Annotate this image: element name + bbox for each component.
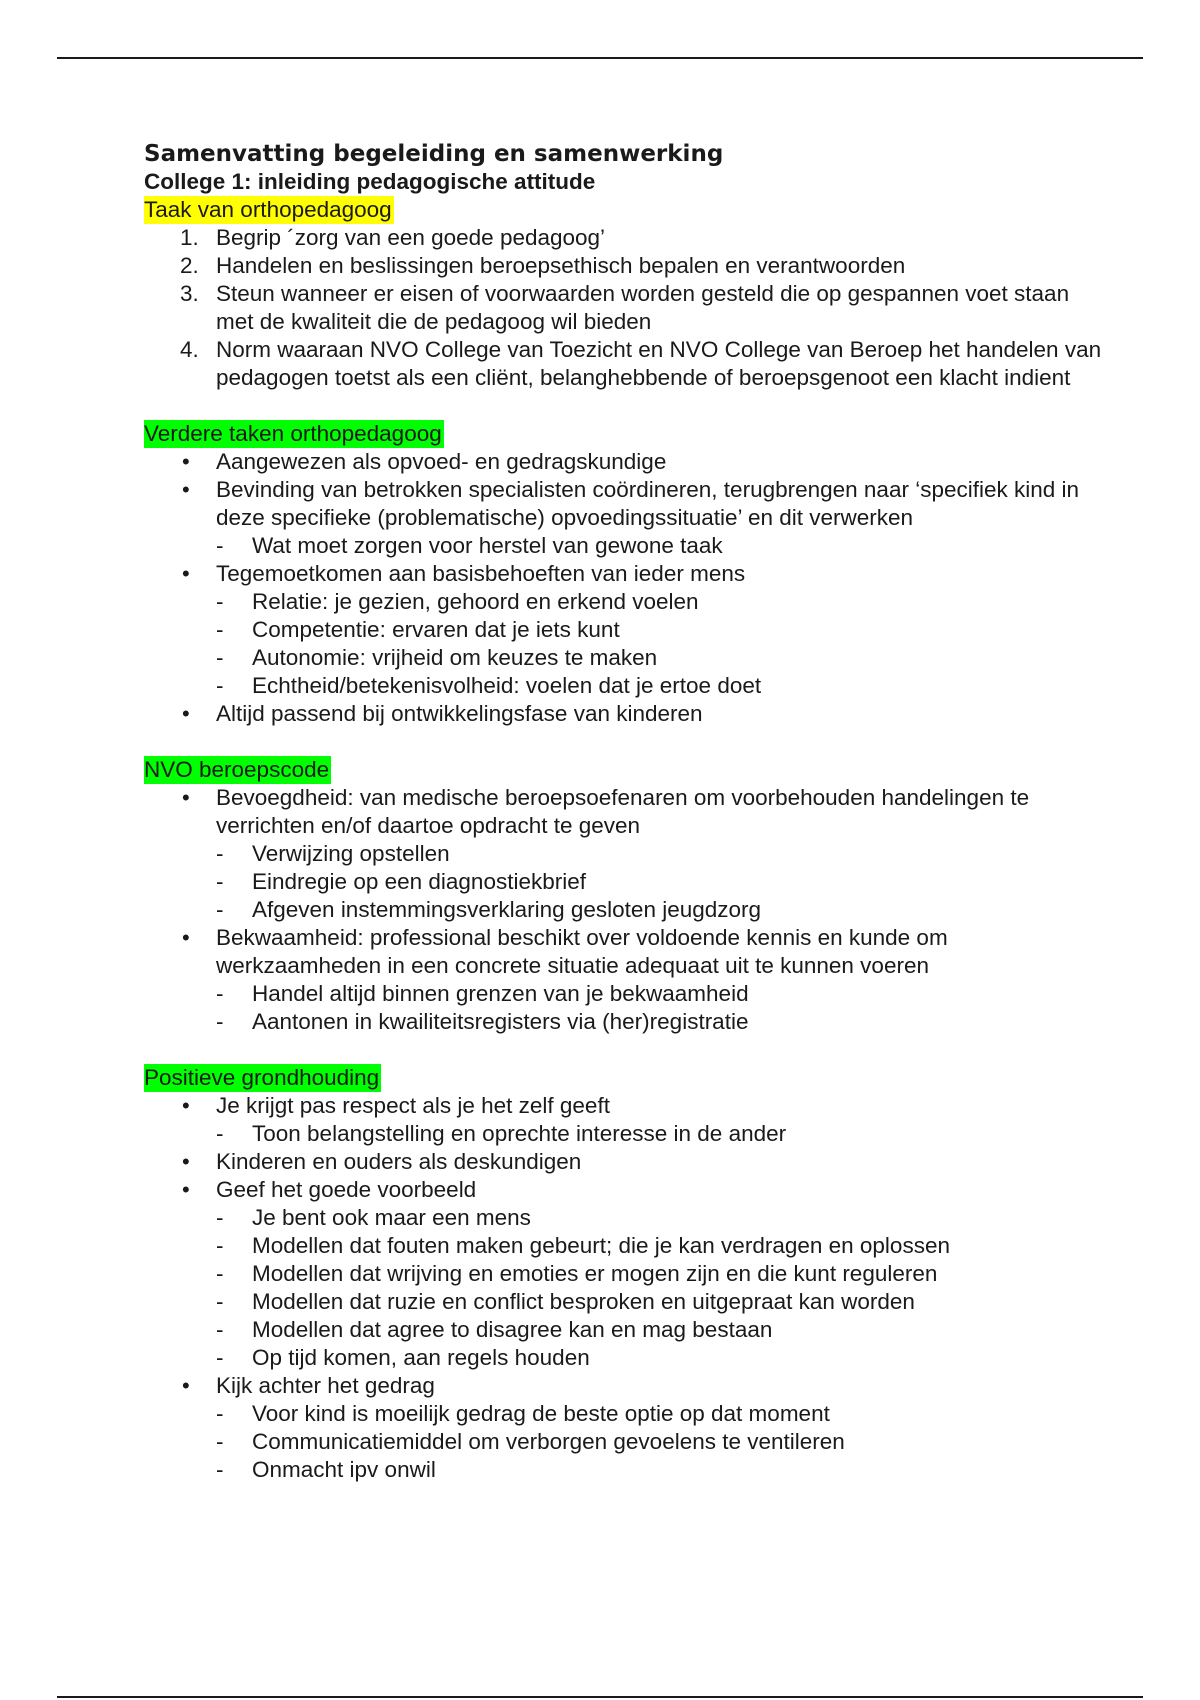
sub-list-item (144, 1260, 1104, 1288)
list-number: 4. (180, 337, 199, 362)
dash-marker: - (216, 1401, 224, 1426)
bullet-list-positieve (144, 1092, 1104, 1484)
dash-marker: - (216, 1289, 224, 1314)
dash-marker: - (216, 1345, 224, 1370)
sub-list (216, 840, 1104, 924)
sub-list-item-text: Handel altijd binnen grenzen van je bekwaamheid (252, 981, 749, 1006)
section-taak (144, 196, 1104, 392)
heading-nvo: NVO beroepscode (144, 757, 330, 782)
list-item (144, 924, 1104, 1036)
list-number: 2. (180, 253, 199, 278)
sub-list-item (144, 868, 1104, 896)
sub-list-item (144, 1400, 1104, 1428)
list-item (144, 784, 1104, 924)
sub-list-item (144, 896, 1104, 924)
dash-marker: - (216, 1317, 224, 1342)
sub-list-item-text: Aantonen in kwailiteitsregisters via (her)registratie (252, 1009, 749, 1034)
bullet-marker: • (182, 1177, 190, 1202)
sub-list (216, 1120, 1104, 1148)
sub-list-item (144, 1232, 1104, 1260)
list-item-text: Kijk achter het gedrag (216, 1373, 435, 1398)
dash-marker: - (216, 897, 224, 922)
sub-list-item (144, 1008, 1104, 1036)
list-number: 3. (180, 281, 199, 306)
list-item (144, 476, 1104, 560)
section-verdere (144, 420, 1104, 728)
list-item (144, 1176, 1104, 1372)
heading-positieve: Positieve grondhouding (144, 1065, 380, 1090)
sub-list-item-text: Eindregie op een diagnostiekbrief (252, 869, 586, 894)
dash-marker: - (216, 617, 224, 642)
list-item-text: Geef het goede voorbeeld (216, 1177, 477, 1202)
sub-list (216, 588, 1104, 700)
list-item-text: Steun wanneer er eisen of voorwaarden worden gesteld die op gespannen voet staan met de kwaliteit die de pedagoog wil bieden (216, 281, 1070, 334)
sub-list (216, 1204, 1104, 1372)
sub-list-item-text: Op tijd komen, aan regels houden (252, 1345, 590, 1370)
document-title: Samenvatting begeleiding en samenwerking (144, 141, 724, 167)
dash-marker: - (216, 841, 224, 866)
dash-marker: - (216, 589, 224, 614)
dash-marker: - (216, 533, 224, 558)
sub-list (216, 1400, 1104, 1484)
sub-list (216, 532, 1104, 560)
list-item-text: Handelen en beslissingen beroepsethisch bepalen en verantwoorden (216, 253, 906, 278)
list-item (144, 1148, 1104, 1176)
list-item (144, 252, 1104, 280)
sub-list-item (144, 588, 1104, 616)
section-nvo (144, 756, 1104, 1036)
list-item-text: Norm waaraan NVO College van Toezicht en NVO College van Beroep het handelen van pedagogen toetst als een cliënt, belanghebbende of beroepsgenoot een klacht indient (216, 337, 1102, 390)
dash-marker: - (216, 981, 224, 1006)
college-title: College 1: inleiding pedagogische attitude (144, 169, 596, 194)
dash-marker: - (216, 1205, 224, 1230)
list-item-text: Begrip ´zorg van een goede pedagoog’ (216, 225, 606, 250)
list-item (144, 560, 1104, 700)
sub-list-item-text: Modellen dat agree to disagree kan en mag bestaan (252, 1317, 773, 1342)
list-item (144, 1092, 1104, 1148)
list-item (144, 1372, 1104, 1484)
sub-list-item (144, 840, 1104, 868)
sub-list-item (144, 644, 1104, 672)
sub-list-item-text: Echtheid/betekenisvolheid: voelen dat je ertoe doet (252, 673, 762, 698)
sub-list-item (144, 1344, 1104, 1372)
dash-marker: - (216, 1233, 224, 1258)
sub-list-item (144, 1204, 1104, 1232)
section-positieve (144, 1064, 1104, 1484)
sub-list-item (144, 1288, 1104, 1316)
bullet-marker: • (182, 1149, 190, 1174)
sub-list-item-text: Relatie: je gezien, gehoord en erkend voelen (252, 589, 699, 614)
heading-taak: Taak van orthopedagoog (144, 197, 392, 222)
list-item (144, 700, 1104, 728)
list-item-text: Kinderen en ouders als deskundigen (216, 1149, 582, 1174)
dash-marker: - (216, 1009, 224, 1034)
bullet-marker: • (182, 561, 190, 586)
sub-list-item (144, 1120, 1104, 1148)
bullet-marker: • (182, 477, 190, 502)
bottom-rule (57, 1696, 1143, 1698)
list-number: 1. (180, 225, 199, 250)
heading-verdere: Verdere taken orthopedagoog (144, 421, 442, 446)
sub-list-item-text: Modellen dat wrijving en emoties er mogen zijn en die kunt reguleren (252, 1261, 938, 1286)
sub-list-item-text: Toon belangstelling en oprechte interesse in de ander (252, 1121, 787, 1146)
list-item (144, 224, 1104, 252)
dash-marker: - (216, 1429, 224, 1454)
list-item (144, 448, 1104, 476)
sub-list-item-text: Afgeven instemmingsverklaring gesloten jeugdzorg (252, 897, 762, 922)
bullet-marker: • (182, 1373, 190, 1398)
list-item-text: Altijd passend bij ontwikkelingsfase van kinderen (216, 701, 703, 726)
document-body (144, 140, 1104, 1512)
sub-list-item-text: Modellen dat fouten maken gebeurt; die je kan verdragen en oplossen (252, 1233, 950, 1258)
list-item-text: Bekwaamheid: professional beschikt over voldoende kennis en kunde om werkzaamheden in een concrete situatie adequaat uit te kunnen voeren (216, 925, 948, 978)
sub-list-item (144, 616, 1104, 644)
bullet-marker: • (182, 785, 190, 810)
list-item (144, 280, 1104, 336)
dash-marker: - (216, 1457, 224, 1482)
list-item-text: Bevinding van betrokken specialisten coördineren, terugbrengen naar ‘specifiek kind in deze specifieke (problematische) opvoedingssituatie’ en dit verwerken (216, 477, 1080, 530)
top-rule (57, 57, 1143, 59)
sub-list-item-text: Je bent ook maar een mens (252, 1205, 531, 1230)
sub-list-item (144, 1456, 1104, 1484)
sub-list-item (144, 672, 1104, 700)
sub-list-item-text: Modellen dat ruzie en conflict besproken en uitgepraat kan worden (252, 1289, 915, 1314)
bullet-marker: • (182, 449, 190, 474)
bullet-list-verdere (144, 448, 1104, 728)
bullet-marker: • (182, 1093, 190, 1118)
sub-list-item (144, 980, 1104, 1008)
list-item-text: Bevoegdheid: van medische beroepsoefenaren om voorbehouden handelingen te verrichten en/of daartoe opdracht te geven (216, 785, 1030, 838)
list-item-text: Aangewezen als opvoed- en gedragskundige (216, 449, 667, 474)
dash-marker: - (216, 1261, 224, 1286)
list-item-text: Tegemoetkomen aan basisbehoeften van ieder mens (216, 561, 746, 586)
sub-list-item (144, 532, 1104, 560)
sub-list-item-text: Competentie: ervaren dat je iets kunt (252, 617, 620, 642)
list-item-text: Je krijgt pas respect als je het zelf geeft (216, 1093, 610, 1118)
sub-list-item-text: Voor kind is moeilijk gedrag de beste optie op dat moment (252, 1401, 830, 1426)
sub-list (216, 980, 1104, 1036)
sub-list-item (144, 1428, 1104, 1456)
dash-marker: - (216, 645, 224, 670)
bullet-marker: • (182, 925, 190, 950)
sub-list-item (144, 1316, 1104, 1344)
sub-list-item-text: Onmacht ipv onwil (252, 1457, 436, 1482)
list-item (144, 336, 1104, 392)
dash-marker: - (216, 1121, 224, 1146)
dash-marker: - (216, 869, 224, 894)
dash-marker: - (216, 673, 224, 698)
bullet-marker: • (182, 701, 190, 726)
sub-list-item-text: Autonomie: vrijheid om keuzes te maken (252, 645, 658, 670)
sub-list-item-text: Wat moet zorgen voor herstel van gewone taak (252, 533, 723, 558)
numbered-list-taak (144, 224, 1104, 392)
sub-list-item-text: Communicatiemiddel om verborgen gevoelens te ventileren (252, 1429, 845, 1454)
sub-list-item-text: Verwijzing opstellen (252, 841, 450, 866)
bullet-list-nvo (144, 784, 1104, 1036)
